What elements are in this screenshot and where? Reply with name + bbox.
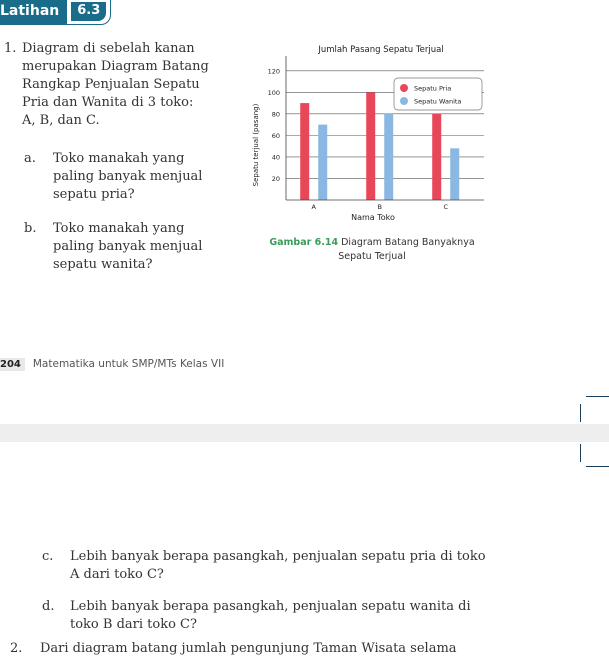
- exercise-title: Latihan: [0, 0, 67, 24]
- question-2-number: 2.: [10, 641, 23, 656]
- exercise-header: [0, 0, 111, 25]
- sub-question-a: [53, 150, 243, 204]
- sub-line: paling banyak menjual: [53, 239, 203, 254]
- page-corner-line: [586, 466, 609, 467]
- page-gap: [0, 424, 609, 442]
- sub-question-letter: c.: [42, 549, 54, 564]
- bar-c-pria: [432, 114, 441, 200]
- page-corner-line: [580, 404, 581, 422]
- chart-legend: [394, 78, 482, 110]
- y-tick-label: 80: [271, 110, 280, 119]
- question-number: 1.: [4, 41, 17, 56]
- x-tick-label: A: [311, 203, 316, 211]
- bar-a-wanita: [318, 125, 327, 200]
- sub-question-c: [70, 548, 520, 584]
- page-footer: [0, 356, 224, 372]
- book-title: Matematika untuk SMP/MTs Kelas VII: [32, 358, 225, 370]
- sub-line: sepatu pria?: [53, 187, 135, 202]
- sub-line: paling banyak menjual: [53, 169, 203, 184]
- y-tick-label: 100: [267, 88, 280, 97]
- question-1-text: [22, 40, 232, 130]
- figure-caption-text-2: Sepatu Terjual: [338, 251, 406, 262]
- question-line: Diagram di sebelah kanan: [22, 41, 195, 56]
- legend-label: Sepatu Pria: [414, 84, 452, 93]
- bar-b-pria: [366, 92, 375, 200]
- x-axis-label: Nama Toko: [351, 213, 395, 222]
- chart-title: Jumlah Pasang Sepatu Terjual: [318, 45, 444, 55]
- figure-caption-text: Diagram Batang Banyaknya: [341, 237, 475, 248]
- x-tick-label: C: [443, 203, 448, 211]
- y-tick-label: 20: [271, 174, 280, 183]
- x-tick-label: B: [377, 203, 382, 211]
- question-line: Pria dan Wanita di 3 toko:: [22, 95, 194, 110]
- legend-swatch: [400, 97, 408, 105]
- question-line: merupakan Diagram Batang: [22, 59, 209, 74]
- question-line: Rangkap Penjualan Sepatu: [22, 77, 200, 92]
- sub-question-letter: a.: [24, 151, 36, 166]
- sub-line: Lebih banyak berapa pasangkah, penjualan sepatu wanita di: [70, 599, 471, 614]
- sub-line: toko B dari toko C?: [70, 617, 197, 632]
- sub-question-b: [53, 220, 243, 274]
- page-corner-line: [580, 444, 581, 462]
- figure-caption: [252, 236, 492, 264]
- question-line: A, B, dan C.: [22, 113, 100, 128]
- figure-label: Gambar 6.14: [269, 237, 339, 248]
- page-number: 204: [0, 358, 25, 371]
- bar-c-wanita: [450, 148, 459, 200]
- sub-line: sepatu wanita?: [53, 257, 153, 272]
- sub-question-d: [70, 598, 520, 634]
- legend-swatch: [400, 84, 408, 92]
- y-tick-label: 60: [271, 131, 280, 140]
- legend-label: Sepatu Wanita: [414, 97, 462, 106]
- y-tick-label: 120: [267, 67, 280, 76]
- exercise-number: 6.3: [71, 2, 106, 21]
- page-corner-line: [586, 396, 609, 397]
- bar-a-pria: [300, 103, 309, 200]
- y-tick-label: 40: [271, 153, 280, 162]
- bar-b-wanita: [384, 114, 393, 200]
- sub-question-letter: d.: [42, 599, 55, 614]
- sub-question-letter: b.: [24, 221, 37, 236]
- question-2-text: Dari diagram batang jumlah pengunjung Taman Wisata selama: [40, 641, 457, 656]
- sub-line: Toko manakah yang: [53, 221, 185, 236]
- bar-chart: [246, 38, 496, 228]
- sub-line: Toko manakah yang: [53, 151, 185, 166]
- y-axis-label: Sepatu terjual (pasang): [252, 103, 260, 187]
- sub-line: A dari toko C?: [70, 567, 164, 582]
- sub-line: Lebih banyak berapa pasangkah, penjualan sepatu pria di toko: [70, 549, 486, 564]
